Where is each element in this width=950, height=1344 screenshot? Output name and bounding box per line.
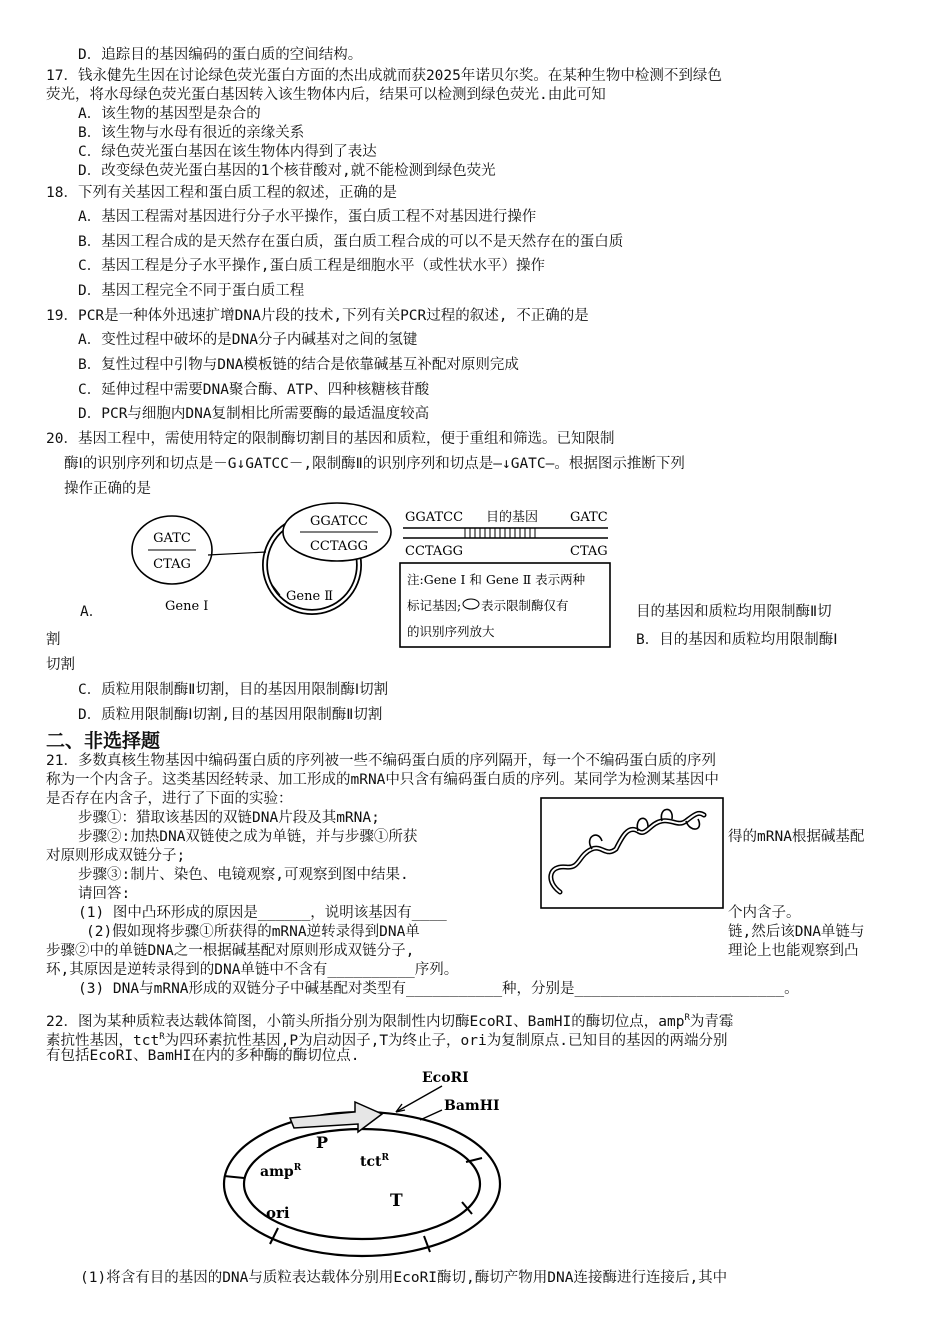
q17-stem-line2: 荧光，将水母绿色荧光蛋白基因转入该生物体内后，结果可以检测到绿色荧光.由此可知 <box>46 87 606 103</box>
q18-option-a: A．基因工程需对基因进行分子水平操作，蛋白质工程不对基因进行操作 <box>78 209 537 225</box>
q16-option-d: D．追踪目的基因编码的蛋白质的空间结构。 <box>78 47 363 63</box>
note-line2a: 标记基因; <box>407 598 462 613</box>
target-top-right: GATC <box>570 510 608 525</box>
gene2-label: Gene Ⅱ <box>286 589 334 604</box>
q19-option-a: A．变性过程中破坏的是DNA分子内碱基对之间的氢键 <box>78 332 418 348</box>
q20-stem-line1: 20．基因工程中，需使用特定的限制酶切割目的基因和质粒，便于重组和筛选。已知限制 <box>46 431 615 447</box>
target-bottom-left: CCTAGG <box>405 544 464 559</box>
q17-option-c: C．绿色荧光蛋白基因在该生物体内得到了表达 <box>78 144 377 160</box>
q21-part2-d: 理论上也能观察到凸 <box>728 943 859 959</box>
q21-step2-c: 对原则形成双链分子; <box>46 848 186 864</box>
amp-label-sup: R <box>293 1163 302 1173</box>
q21-part3: (3) DNA与mRNA形成的双链分子中碱基配对类型有___________种，分别是________________________。 <box>78 981 799 997</box>
q21-part2-a: (2)假如现将步骤①所获得的mRNA逆转录得到DNA单 <box>86 924 420 940</box>
q22-part1: (1)将含有目的基因的DNA与质粒表达载体分别用EcoRI酶切,酶切产物用DNA连接酶进行连接后,其中 <box>80 1270 728 1286</box>
q19-option-d: D．PCR与细胞内DNA复制相比所需要酶的最适温度较高 <box>78 406 430 422</box>
q19-option-b: B．复性过程中引物与DNA模板链的结合是依靠碱基互补配对原则完成 <box>78 357 519 373</box>
ori-label: ori <box>266 1204 290 1222</box>
q22-stem-line3: 有包括EcoRI、BamHI在内的多种酶的酶切位点. <box>46 1048 360 1064</box>
q22-stem2-b: 为四环素抗性基因,P为启动因子,T为终止子，ori为复制原点.已知目的基因的两端分别 <box>164 1032 728 1049</box>
q20-option-a-cont: 割 <box>46 632 61 648</box>
q19-stem: 19．PCR是一种体外迅速扩增DNA片段的技术,下列有关PCR过程的叙述, 不正确的是 <box>46 308 589 324</box>
q18-option-c: C．基因工程是分子水平操作,蛋白质工程是细胞水平（或性状水平）操作 <box>78 258 545 274</box>
q21-step2-a: 步骤②:加热DNA双链使之成为单链，并与步骤①所获 <box>78 829 418 845</box>
ecori-arrow <box>396 1086 442 1112</box>
q21-step1: 步骤①：猎取该基因的双链DNA片段及其mRNA; <box>78 810 380 826</box>
q21-stem-line2: 称为一个内含子。这类基因经转录、加工形成的mRNA中只含有编码蛋白质的序列。某同学为检测某基因中 <box>46 772 719 788</box>
q21-part1-b: 个内含子。 <box>728 905 801 921</box>
promoter-label: P <box>316 1133 329 1152</box>
q17-stem-line1: 17．钱永健先生因在讨论绿色荧光蛋白方面的杰出成就而获2025年诺贝尔奖。在某种生物中检测不到绿色 <box>46 68 722 84</box>
q20-figure <box>120 500 620 655</box>
q22-stem2-a: 素抗性基因，tct <box>46 1032 160 1049</box>
amp-label-text: amp <box>260 1164 294 1180</box>
terminator-label: T <box>390 1191 403 1211</box>
q21-ask: 请回答: <box>78 886 131 902</box>
q22-stem1-text: 22．图为某种质粒表达载体简图，小箭头所指分别为限制性内切酶EcoRI、BamHI的酶切位点，amp <box>46 1013 685 1030</box>
q18-stem: 18．下列有关基因工程和蛋白质工程的叙述，正确的是 <box>46 185 397 201</box>
q20-option-a-text: 目的基因和质粒均用限制酶Ⅱ切 <box>636 604 832 620</box>
q18-option-d: D．基因工程完全不同于蛋白质工程 <box>78 283 305 299</box>
q20-stem-line2: 酶Ⅰ的识别序列和切点是－G↓GATCC－,限制酶Ⅱ的识别序列和切点是—↓GATC—。根据图示推断下列 <box>64 456 685 472</box>
note-line1: 注:Gene Ⅰ 和 Gene Ⅱ 表示两种 <box>407 572 586 587</box>
plasmid-ring <box>224 1112 500 1256</box>
q21-part2-e: 环,其原因是逆转录得到的DNA单链中不含有__________序列。 <box>46 962 459 978</box>
promoter-arrow <box>290 1102 382 1132</box>
gene1-label: Gene Ⅰ <box>165 599 209 614</box>
q22-stem1-end: 为青霉 <box>689 1013 734 1030</box>
note-line2b: 表示限制酶仅有 <box>481 598 569 613</box>
amp-label <box>260 1163 302 1180</box>
section-title: 二、非选择题 <box>46 730 161 752</box>
q21-stem-line1: 21．多数真核生物基因中编码蛋白质的序列被一些不编码蛋白质的序列隔开，每一个不编码蛋白质的序列 <box>46 753 716 769</box>
note-line3: 的识别序列放大 <box>407 624 495 639</box>
q22-stem1-sup: R <box>684 1013 690 1023</box>
q17-option-a: A．该生物的基因型是杂合的 <box>78 106 261 122</box>
q20-option-c: C．质粒用限制酶Ⅱ切割，目的基因用限制酶Ⅰ切割 <box>78 682 389 698</box>
q17-option-b: B．该生物与水母有很近的亲缘关系 <box>78 125 305 141</box>
q17-option-d: D．改变绿色荧光蛋白基因的1个核苷酸对,就不能检测到绿色荧光 <box>78 163 496 179</box>
tct-label-text: tct <box>360 1154 382 1170</box>
target-top-left: GGATCC <box>405 510 464 525</box>
q21-part2-c: 步骤②中的单链DNA之一根据碱基配对原则形成双链分子, <box>46 943 415 959</box>
q21-micrograph <box>540 797 724 909</box>
q21-stem-line3: 是否存在内含子，进行了下面的实验： <box>46 791 293 807</box>
site2-bottom-seq: CCTAGG <box>309 539 369 554</box>
q22-stem2-sup: R <box>159 1032 165 1042</box>
bamhi-arrow <box>420 1110 442 1120</box>
q20-option-b-text: B．目的基因和质粒均用限制酶Ⅰ <box>636 632 838 648</box>
bamhi-label: BamHI <box>444 1098 500 1114</box>
q21-step3: 步骤③:制片、染色、电镜观察,可观察到图中结果. <box>78 867 409 883</box>
q21-part1-a: (1) 图中凸环形成的原因是______，说明该基因有____ <box>78 905 447 921</box>
site2-top-seq: GGATCC <box>309 514 369 529</box>
q20-option-d: D．质粒用限制酶Ⅰ切割,目的基因用限制酶Ⅱ切割 <box>78 707 383 723</box>
target-gene-label: 目的基因 <box>486 510 539 525</box>
site1-bottom-seq: CTAG <box>153 557 191 572</box>
site1-top-seq: GATC <box>153 531 191 546</box>
tct-label <box>360 1153 389 1170</box>
q20-option-a-mark: A． <box>80 604 104 620</box>
ecori-label: EcoRI <box>422 1070 469 1086</box>
q21-step2-b: 得的mRNA根据碱基配 <box>728 829 865 845</box>
q22-plasmid-figure <box>210 1066 530 1262</box>
q20-option-b-cont: 切割 <box>46 657 75 673</box>
target-bottom-right: CTAG <box>570 544 608 559</box>
tct-label-sup: R <box>381 1153 389 1163</box>
q21-part2-b: 链,然后该DNA单链与 <box>728 924 865 940</box>
q18-option-b: B．基因工程合成的是天然存在蛋白质，蛋白质工程合成的可以不是天然存在的蛋白质 <box>78 234 624 250</box>
q19-option-c: C．延伸过程中需要DNA聚合酶、ATP、四种核糖核苷酸 <box>78 382 430 398</box>
q20-stem-line3: 操作正确的是 <box>64 481 151 497</box>
